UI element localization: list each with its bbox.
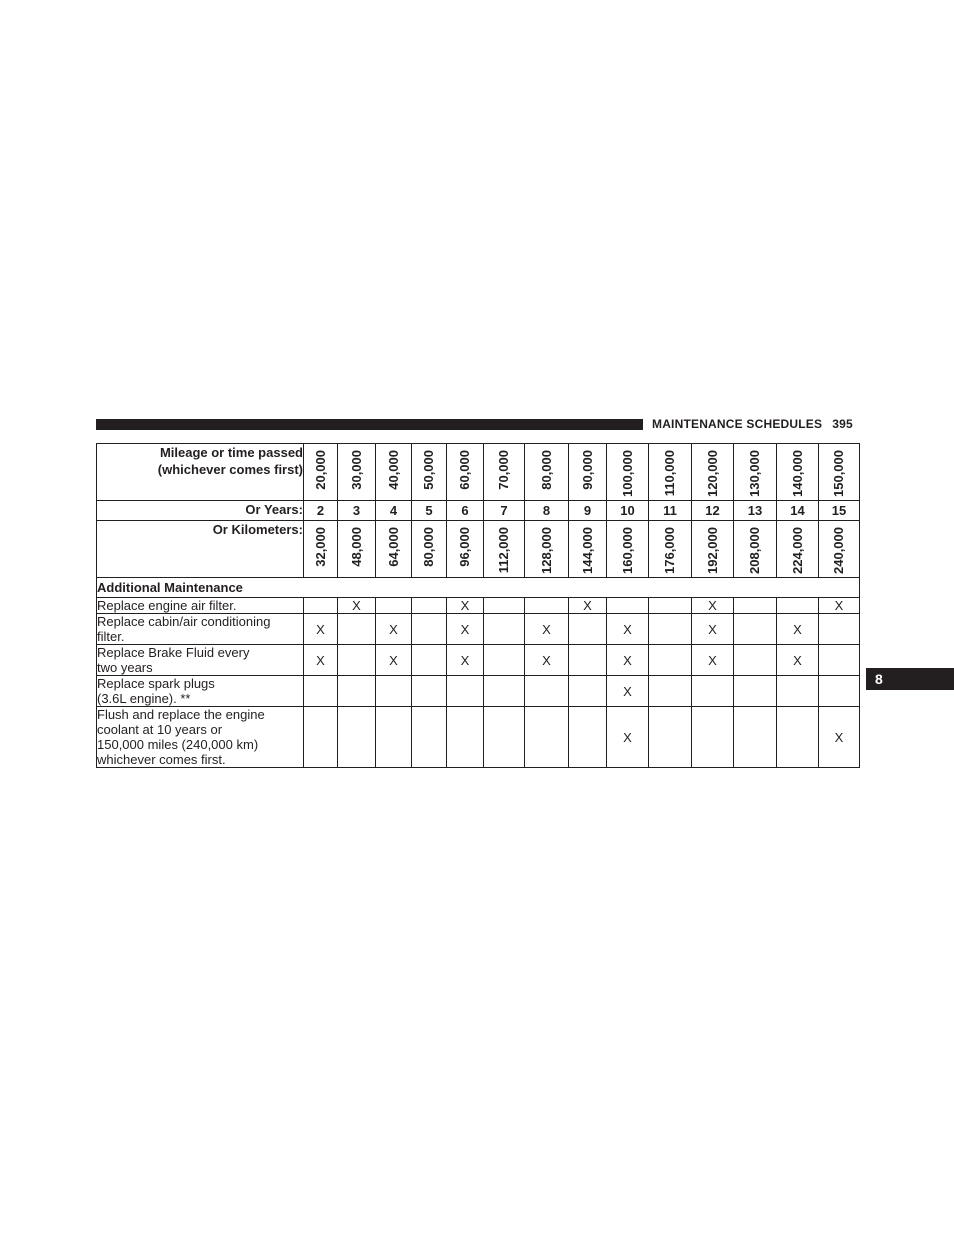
kilometers-value: 96,000 <box>457 527 472 567</box>
schedule-mark <box>692 707 734 768</box>
schedule-mark: X <box>819 707 860 768</box>
mileage-cell <box>376 444 412 501</box>
schedule-mark: X <box>692 598 734 614</box>
schedule-mark <box>819 645 860 676</box>
years-label: Or Years: <box>97 501 304 521</box>
maintenance-item-line: Replace spark plugs <box>97 676 215 691</box>
years-value: 9 <box>569 501 607 521</box>
years-value: 12 <box>692 501 734 521</box>
schedule-mark <box>338 645 376 676</box>
schedule-mark <box>734 645 777 676</box>
mileage-value: 110,000 <box>662 450 677 497</box>
kilometers-value: 208,000 <box>747 527 762 574</box>
schedule-mark <box>569 645 607 676</box>
kilometers-value: 128,000 <box>538 527 554 574</box>
schedule-mark <box>484 676 525 707</box>
schedule-mark <box>376 676 412 707</box>
maintenance-schedule-table <box>96 443 860 768</box>
mileage-value: 60,000 <box>457 450 472 490</box>
mileage-value: 140,000 <box>789 450 805 497</box>
schedule-mark <box>484 707 525 768</box>
maintenance-row <box>97 645 860 676</box>
mileage-value: 80,000 <box>538 450 554 490</box>
kilometers-cell <box>607 521 649 578</box>
schedule-mark <box>412 598 447 614</box>
header-rule <box>96 419 643 430</box>
years-value: 13 <box>734 501 777 521</box>
schedule-mark <box>525 676 569 707</box>
years-value: 10 <box>607 501 649 521</box>
schedule-mark: X <box>525 645 569 676</box>
schedule-mark <box>525 598 569 614</box>
years-value: 5 <box>412 501 447 521</box>
schedule-mark <box>734 707 777 768</box>
kilometers-cell <box>525 521 569 578</box>
schedule-mark: X <box>447 645 484 676</box>
mileage-value: 30,000 <box>348 450 364 490</box>
schedule-mark <box>734 676 777 707</box>
mileage-cell <box>304 444 338 501</box>
mileage-row <box>97 444 860 501</box>
maintenance-row <box>97 707 860 768</box>
years-value: 15 <box>819 501 860 521</box>
maintenance-item-line: two years <box>97 660 153 675</box>
schedule-mark <box>649 598 692 614</box>
schedule-mark <box>412 645 447 676</box>
mileage-value: 120,000 <box>704 450 720 497</box>
mileage-value: 100,000 <box>619 450 635 497</box>
schedule-mark <box>412 614 447 645</box>
schedule-mark <box>484 614 525 645</box>
mileage-label <box>97 444 304 501</box>
years-row <box>97 501 860 521</box>
schedule-mark <box>649 676 692 707</box>
mileage-value: 150,000 <box>831 450 846 497</box>
section-row <box>97 578 860 598</box>
schedule-mark: X <box>569 598 607 614</box>
schedule-mark <box>649 614 692 645</box>
maintenance-item-label <box>97 614 304 645</box>
mileage-cell <box>777 444 819 501</box>
kilometers-cell <box>304 521 338 578</box>
running-header <box>652 417 853 431</box>
maintenance-item-line: whichever comes first. <box>97 752 226 767</box>
mileage-value: 40,000 <box>385 450 401 490</box>
mileage-cell <box>525 444 569 501</box>
maintenance-row <box>97 614 860 645</box>
kilometers-cell <box>649 521 692 578</box>
kilometers-cell <box>412 521 447 578</box>
kilometers-value: 64,000 <box>385 527 401 567</box>
kilometers-value: 192,000 <box>704 527 720 574</box>
schedule-mark: X <box>607 707 649 768</box>
years-value: 4 <box>376 501 412 521</box>
schedule-mark <box>734 598 777 614</box>
schedule-mark: X <box>338 598 376 614</box>
mileage-cell <box>649 444 692 501</box>
schedule-mark: X <box>525 614 569 645</box>
schedule-mark <box>777 598 819 614</box>
kilometers-cell <box>777 521 819 578</box>
schedule-mark <box>819 676 860 707</box>
schedule-mark <box>484 645 525 676</box>
maintenance-item-line: filter. <box>97 629 125 644</box>
schedule-mark <box>649 707 692 768</box>
kilometers-value: 144,000 <box>579 527 595 574</box>
mileage-cell <box>692 444 734 501</box>
schedule-mark <box>304 707 338 768</box>
schedule-mark <box>777 676 819 707</box>
section-heading: Additional Maintenance <box>97 578 860 598</box>
schedule-mark <box>734 614 777 645</box>
maintenance-item-label <box>97 645 304 676</box>
maintenance-item-line: (3.6L engine). ** <box>97 691 191 706</box>
schedule-mark <box>376 598 412 614</box>
schedule-mark <box>819 614 860 645</box>
years-value: 2 <box>304 501 338 521</box>
schedule-mark <box>484 598 525 614</box>
years-value: 14 <box>777 501 819 521</box>
kilometers-value: 176,000 <box>662 527 677 574</box>
years-value: 6 <box>447 501 484 521</box>
kilometers-cell <box>734 521 777 578</box>
schedule-mark <box>569 614 607 645</box>
maintenance-item-label <box>97 598 304 614</box>
maintenance-item-line: Flush and replace the engine <box>97 707 265 722</box>
maintenance-row <box>97 598 860 614</box>
mileage-cell <box>484 444 525 501</box>
kilometers-cell <box>819 521 860 578</box>
page-number: 395 <box>832 417 853 431</box>
schedule-mark <box>304 676 338 707</box>
schedule-mark: X <box>819 598 860 614</box>
kilometers-cell <box>569 521 607 578</box>
maintenance-item-line: coolant at 10 years or <box>97 722 223 737</box>
mileage-value: 90,000 <box>579 450 595 490</box>
schedule-mark <box>777 707 819 768</box>
kilometers-value: 48,000 <box>348 527 364 567</box>
mileage-cell <box>569 444 607 501</box>
kilometers-value: 80,000 <box>421 527 436 567</box>
kilometers-value: 160,000 <box>619 527 635 574</box>
mileage-cell <box>819 444 860 501</box>
maintenance-item-label <box>97 676 304 707</box>
schedule-mark <box>338 614 376 645</box>
maintenance-item-line: 150,000 miles (240,000 km) <box>97 737 259 752</box>
mileage-cell <box>734 444 777 501</box>
mileage-value: 20,000 <box>312 450 328 490</box>
mileage-cell <box>338 444 376 501</box>
mileage-cell <box>607 444 649 501</box>
kilometers-value: 112,000 <box>496 527 511 574</box>
schedule-mark: X <box>777 645 819 676</box>
kilometers-value: 224,000 <box>789 527 805 574</box>
schedule-mark <box>304 598 338 614</box>
mileage-value: 70,000 <box>496 450 511 490</box>
schedule-mark <box>412 676 447 707</box>
schedule-mark: X <box>607 676 649 707</box>
schedule-mark: X <box>692 614 734 645</box>
kilometers-value: 32,000 <box>312 527 328 567</box>
schedule-mark: X <box>447 598 484 614</box>
schedule-mark <box>569 707 607 768</box>
schedule-mark: X <box>692 645 734 676</box>
mileage-label-line2: (whichever comes first) <box>157 462 303 477</box>
years-value: 7 <box>484 501 525 521</box>
kilometers-cell <box>484 521 525 578</box>
kilometers-cell <box>692 521 734 578</box>
chapter-tab: 8 <box>866 668 954 690</box>
kilometers-cell <box>338 521 376 578</box>
schedule-mark <box>412 707 447 768</box>
years-value: 11 <box>649 501 692 521</box>
mileage-value: 50,000 <box>421 450 436 490</box>
schedule-mark <box>338 676 376 707</box>
schedule-mark: X <box>304 645 338 676</box>
mileage-label-line1: Mileage or time passed <box>159 445 303 460</box>
kilometers-label: Or Kilometers: <box>97 521 304 578</box>
schedule-mark <box>649 645 692 676</box>
schedule-mark: X <box>447 614 484 645</box>
schedule-mark: X <box>607 614 649 645</box>
kilometers-cell <box>376 521 412 578</box>
schedule-mark <box>447 676 484 707</box>
schedule-mark: X <box>376 614 412 645</box>
schedule-mark <box>569 676 607 707</box>
schedule-mark <box>692 676 734 707</box>
maintenance-item-line: Replace Brake Fluid every <box>97 645 250 660</box>
mileage-cell <box>447 444 484 501</box>
schedule-mark: X <box>777 614 819 645</box>
years-value: 8 <box>525 501 569 521</box>
years-value: 3 <box>338 501 376 521</box>
schedule-mark: X <box>304 614 338 645</box>
schedule-mark: X <box>376 645 412 676</box>
schedule-mark <box>525 707 569 768</box>
maintenance-item-line: Replace cabin/air conditioning <box>97 614 271 629</box>
kilometers-cell <box>447 521 484 578</box>
mileage-cell <box>412 444 447 501</box>
maintenance-item-label <box>97 707 304 768</box>
kilometers-row <box>97 521 860 578</box>
maintenance-item-line: Replace engine air filter. <box>97 598 237 613</box>
schedule-mark <box>447 707 484 768</box>
schedule-mark <box>607 598 649 614</box>
kilometers-value: 240,000 <box>831 527 846 574</box>
schedule-mark <box>338 707 376 768</box>
schedule-mark <box>376 707 412 768</box>
maintenance-row <box>97 676 860 707</box>
section-title: MAINTENANCE SCHEDULES <box>652 417 823 431</box>
schedule-mark: X <box>607 645 649 676</box>
mileage-value: 130,000 <box>747 450 762 497</box>
